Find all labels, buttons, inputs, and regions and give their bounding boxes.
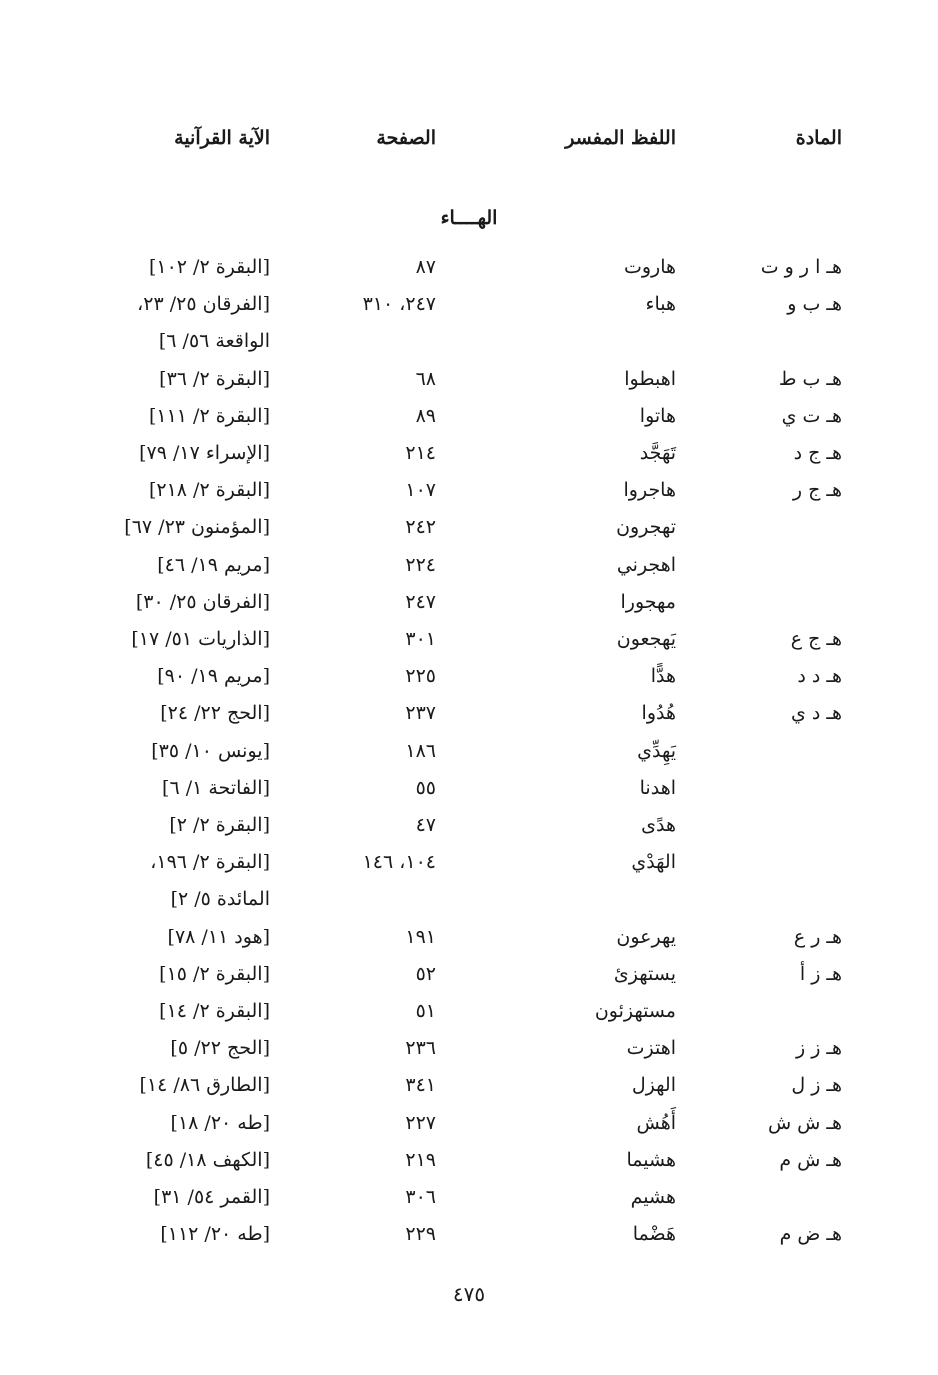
root-cell: هـ ض م <box>779 1223 842 1246</box>
page-cell: ٥٢ <box>415 962 436 985</box>
page-cell: ٤٧ <box>415 814 436 836</box>
word-cell: أَهُش <box>636 1111 676 1134</box>
page-cell: ٢٢٧ <box>405 1111 436 1134</box>
root-cell: هـ ا ر و ت <box>760 256 842 278</box>
table-row <box>0 249 938 285</box>
table-row <box>0 807 938 843</box>
ref-cell: [الحج ٢٢/ ٢٤] <box>160 702 270 725</box>
table-row <box>0 1030 938 1066</box>
word-cell: الهزل <box>631 1074 676 1097</box>
page-cell: ٢٤٧، ٣١٠ <box>362 293 436 316</box>
root-cell: هـ ش م <box>779 1148 842 1171</box>
table-row <box>0 584 938 620</box>
page-cell: ٢١٤ <box>405 442 436 464</box>
word-cell: اهبطوا <box>624 367 676 390</box>
root-cell <box>692 881 842 917</box>
ref-cell: [البقرة ٢/ ١٥] <box>159 962 270 985</box>
word-cell: هاروت <box>623 256 676 278</box>
ref-cell: [الحج ٢٢/ ٥] <box>170 1037 270 1060</box>
root-cell <box>692 733 842 769</box>
page-number: ٤٧٥ <box>452 1282 486 1306</box>
header-word: اللفظ المفسر <box>565 127 676 149</box>
ref-cell: الواقعة ٥٦/ ٦] <box>158 330 270 353</box>
root-cell: هـ د ي <box>791 702 842 725</box>
word-cell: هاجروا <box>623 479 676 502</box>
header-page: الصفحة <box>376 127 436 149</box>
word-cell: اهجرني <box>616 553 676 576</box>
ref-cell: [البقرة ٢/ ١٠٢] <box>148 256 270 278</box>
table-row <box>0 770 938 806</box>
word-cell: تهجرون <box>616 516 676 539</box>
table-row <box>0 695 938 731</box>
page-cell: ٣٠٦ <box>405 1186 436 1208</box>
table-row <box>0 398 938 434</box>
header-ref: الآية القرآنية <box>174 127 270 149</box>
root-cell <box>692 547 842 583</box>
table-row <box>0 509 938 545</box>
header-root: المادة <box>795 127 842 149</box>
ref-cell: [الذاريات ٥١/ ١٧] <box>131 628 270 650</box>
root-cell <box>692 770 842 806</box>
ref-cell: [القمر ٥٤/ ٣١] <box>153 1186 270 1208</box>
word-cell: تَهَجَّد <box>639 442 676 464</box>
word-cell: هدًى <box>641 814 676 836</box>
root-cell: هـ ر ع <box>793 925 842 948</box>
word-cell: هاتوا <box>639 404 676 427</box>
ref-cell: [البقرة ٢/ ١٤] <box>159 1000 270 1022</box>
page-cell: ٨٧ <box>415 256 436 278</box>
root-cell <box>692 323 842 359</box>
ref-cell: [مريم ١٩/ ٩٠] <box>157 665 270 688</box>
table-row <box>0 1216 938 1252</box>
word-cell: هدًّا <box>650 665 676 688</box>
table-row <box>0 1067 938 1103</box>
page-cell: ١٩١ <box>405 925 436 948</box>
table-row <box>0 323 938 359</box>
section-title: الهــــاء <box>440 207 498 229</box>
root-cell: هـ ج د <box>793 442 842 464</box>
root-cell <box>692 584 842 620</box>
ref-cell: المائدة ٥/ ٢] <box>170 888 270 911</box>
word-cell: مستهزئون <box>594 1000 676 1022</box>
ref-cell: [الكهف ١٨/ ٤٥] <box>145 1148 270 1171</box>
page-cell: ٦٨ <box>415 367 436 390</box>
root-cell: هـ ش ش <box>767 1111 842 1134</box>
ref-cell: [البقرة ٢/ ١٩٦، <box>150 851 270 874</box>
page-cell: ٢٢٤ <box>405 553 436 576</box>
ref-cell: [الفاتحة ١/ ٦] <box>162 776 270 799</box>
page-cell: ٢٤٧ <box>405 590 436 613</box>
word-cell <box>456 323 676 359</box>
word-cell: اهدنا <box>639 776 676 799</box>
root-cell: هـ ت ي <box>781 404 842 427</box>
page-cell: ٥٥ <box>415 776 436 799</box>
ref-cell: [البقرة ٢/ ١١١] <box>148 404 270 427</box>
table-row <box>0 658 938 694</box>
page-cell: ١٠٧ <box>405 479 436 502</box>
word-cell: يَهجعون <box>616 628 676 650</box>
table-row <box>0 956 938 992</box>
table-row <box>0 547 938 583</box>
word-cell: هباء <box>645 293 676 316</box>
page-cell: ٢٣٧ <box>405 702 436 725</box>
table-row <box>0 621 938 657</box>
page-cell: ٢٢٥ <box>405 665 436 688</box>
word-cell: هُدُوا <box>641 702 676 725</box>
table-row <box>0 844 938 880</box>
word-cell: يستهزئ <box>613 962 676 985</box>
ref-cell: [المؤمنون ٢٣/ ٦٧] <box>124 516 270 539</box>
page-cell: ٢١٩ <box>405 1148 436 1171</box>
ref-cell: [الطارق ٨٦/ ١٤] <box>139 1074 270 1097</box>
table-header <box>0 120 938 156</box>
ref-cell: [البقرة ٢/ ٢١٨] <box>148 479 270 502</box>
page-cell: ٢٣٦ <box>405 1037 436 1060</box>
ref-cell: [البقرة ٢/ ٢] <box>169 814 270 836</box>
page-cell: ٥١ <box>415 1000 436 1022</box>
page-cell: ١٨٦ <box>405 739 436 762</box>
ref-cell: [البقرة ٢/ ٣٦] <box>159 367 270 390</box>
root-cell: هـ ز ل <box>791 1074 842 1097</box>
root-cell <box>692 1179 842 1215</box>
root-cell <box>692 807 842 843</box>
root-cell: هـ ب و <box>787 293 842 316</box>
word-cell: اهتزت <box>626 1037 676 1060</box>
page-cell: ٣٠١ <box>405 628 436 650</box>
ref-cell: [مريم ١٩/ ٤٦] <box>157 553 270 576</box>
ref-cell: [طه ٢٠/ ١٨] <box>170 1111 270 1134</box>
table-row <box>0 993 938 1029</box>
word-cell: يَهِدِّي <box>637 739 676 762</box>
table-row <box>0 733 938 769</box>
ref-cell: [الإسراء ١٧/ ٧٩] <box>139 442 270 464</box>
root-cell: هـ ز ز <box>795 1037 842 1060</box>
table-row <box>0 286 938 322</box>
word-cell <box>456 881 676 917</box>
page-cell: ٨٩ <box>415 404 436 427</box>
root-cell: هـ ز أ <box>799 962 842 985</box>
root-cell: هـ ب ط <box>778 367 842 390</box>
root-cell: هـ ج ر <box>792 479 842 502</box>
ref-cell: [يونس ١٠/ ٣٥] <box>151 739 270 762</box>
root-cell: هـ ج ع <box>790 628 842 650</box>
page-cell: ١٠٤، ١٤٦ <box>362 851 436 874</box>
ref-cell: [الفرقان ٢٥/ ٣٠] <box>135 590 270 613</box>
table-row <box>0 1142 938 1178</box>
table-row <box>0 361 938 397</box>
table-row <box>0 881 938 917</box>
table-row <box>0 472 938 508</box>
table-row <box>0 919 938 955</box>
word-cell: يهرعون <box>616 925 676 948</box>
page-cell: ٣٤١ <box>405 1074 436 1097</box>
table-row <box>0 1179 938 1215</box>
word-cell: هشيم <box>630 1186 676 1208</box>
ref-cell: [هود ١١/ ٧٨] <box>167 925 270 948</box>
root-cell <box>692 993 842 1029</box>
table-row <box>0 435 938 471</box>
word-cell: هَضْما <box>632 1223 676 1246</box>
word-cell: الهَدْي <box>631 851 676 874</box>
page-cell: ٢٢٩ <box>405 1223 436 1246</box>
root-cell <box>692 509 842 545</box>
root-cell: هـ د د <box>797 665 842 688</box>
page-cell: ٢٤٢ <box>405 516 436 539</box>
word-cell: هشيما <box>626 1148 676 1171</box>
word-cell: مهجورا <box>620 590 676 613</box>
table-row <box>0 1105 938 1141</box>
ref-cell: [الفرقان ٢٥/ ٢٣، <box>137 293 270 316</box>
ref-cell: [طه ٢٠/ ١١٢] <box>160 1223 270 1246</box>
root-cell <box>692 844 842 880</box>
